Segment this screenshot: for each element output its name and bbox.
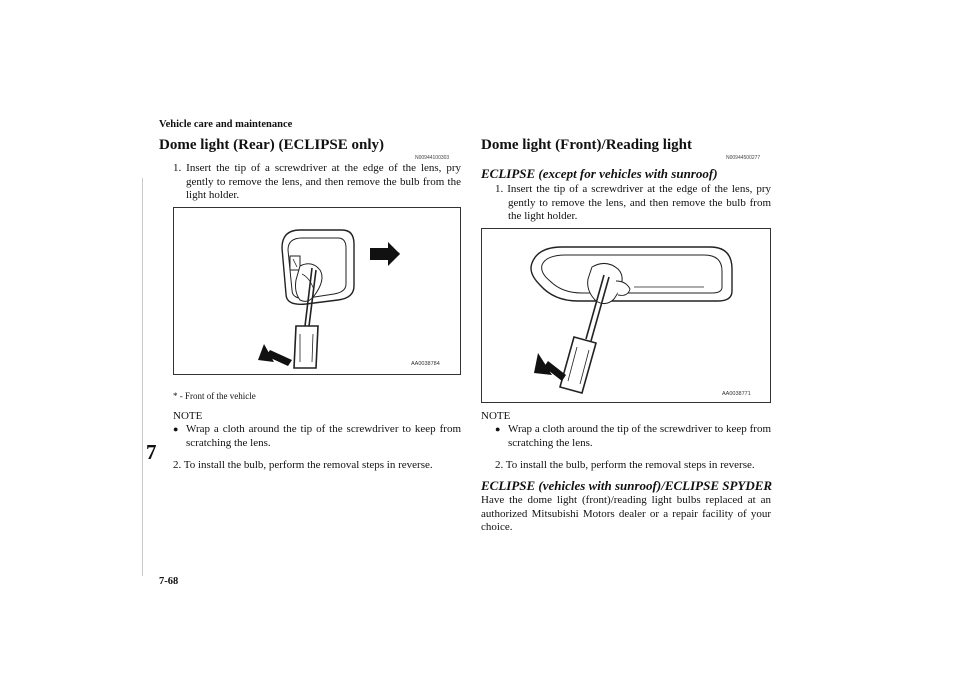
left-note-label: NOTE: [173, 410, 203, 422]
left-section-code: N00944100303: [415, 155, 450, 161]
dome-light-rear-illustration: [174, 208, 460, 374]
right-subtitle-2: ECLIPSE (vehicles with sunroof)/ECLIPSE SPYDER: [481, 478, 773, 493]
left-figure-legend: [173, 391, 461, 401]
front-marker: *: [394, 248, 400, 262]
right-step-2: 2. To install the bulb, perform the removal steps in reverse.: [495, 459, 755, 471]
left-title-row: [159, 137, 461, 154]
legend-marker: * -: [173, 391, 183, 401]
left-note-text: Wrap a cloth around the tip of the screwdriver to keep from scratching the lens.: [186, 423, 461, 449]
bullet: ●: [495, 424, 501, 434]
right-figure-code: AA0038771: [722, 391, 751, 397]
right-note-text: Wrap a cloth around the tip of the screwdriver to keep from scratching the lens.: [508, 423, 771, 449]
right-subtitle-1-row: [481, 166, 718, 182]
right-note-label: NOTE: [481, 410, 511, 422]
left-step-1: 1. Insert the tip of a screwdriver at the edge of the lens, pry gently to remove the lens, and then remove the bulb from the light holder.: [173, 162, 461, 201]
left-figure-code: AA0038784: [411, 361, 440, 367]
right-section-code: N00944500277: [726, 155, 761, 161]
left-note-item: [173, 423, 461, 450]
right-subtitle-1: ECLIPSE (except for vehicles with sunroof): [481, 166, 718, 181]
chapter-tab: 7: [146, 440, 157, 464]
legend-text: Front of the vehicle: [185, 391, 256, 401]
left-section-title: Dome light (Rear) (ECLIPSE only): [159, 137, 384, 153]
page-number: 7-68: [159, 576, 179, 587]
left-step-2: 2. To install the bulb, perform the removal steps in reverse.: [173, 459, 433, 471]
section-header-title: Vehicle care and maintenance: [159, 119, 293, 130]
bullet: ●: [173, 424, 179, 434]
left-figure: [173, 207, 461, 375]
right-subtitle-2-row: [481, 478, 772, 494]
right-paragraph: Have the dome light (front)/reading light bulbs replaced at an authorized Mitsubishi Motors dealer or a repair facility of your choice.: [481, 494, 771, 533]
right-title-row: [481, 137, 771, 154]
dome-light-front-illustration: [482, 229, 770, 402]
right-figure: [481, 228, 771, 403]
right-note-item: [495, 423, 771, 450]
right-step-1: 1. Insert the tip of a screwdriver at the edge of the lens, pry gently to remove the lens, and then remove the bulb from the light holder.: [495, 183, 771, 222]
right-section-title: Dome light (Front)/Reading light: [481, 137, 692, 153]
chapter-divider: [142, 178, 143, 576]
